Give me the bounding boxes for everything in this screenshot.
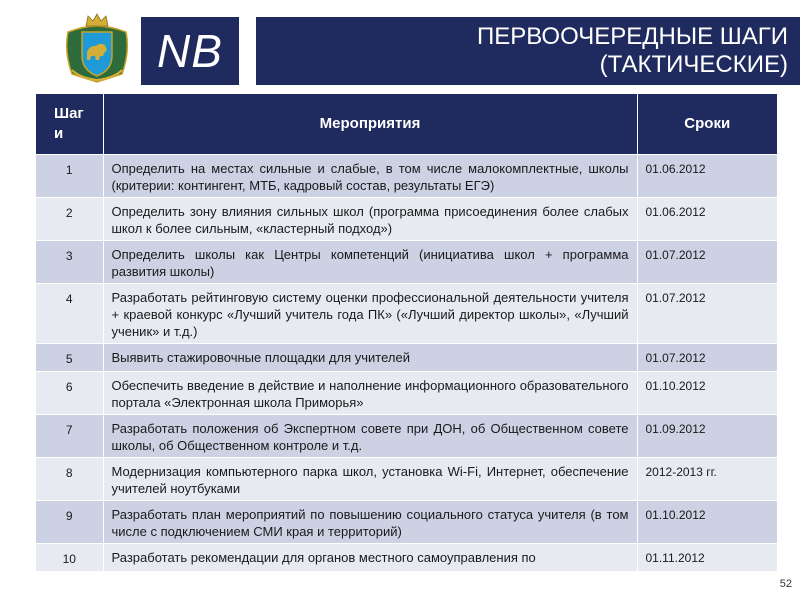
title-banner bbox=[256, 17, 800, 85]
table-header-row bbox=[36, 94, 777, 154]
step-action: Определить зону влияния сильных школ (программа присоединения более слабых школ к более сильным, «кластерный подход») bbox=[103, 197, 637, 240]
steps-table bbox=[36, 94, 777, 571]
table-row bbox=[36, 543, 777, 571]
step-date: 01.07.2012 bbox=[637, 343, 777, 371]
step-date: 01.10.2012 bbox=[637, 371, 777, 414]
step-number: 10 bbox=[36, 543, 103, 571]
page-title-line-2: (ТАКТИЧЕСКИЕ) bbox=[599, 51, 788, 78]
column-header-steps-line-2: и bbox=[54, 124, 64, 142]
step-action: Разработать положения об Экспертном совете при ДОН, об Общественном совете школы, об Общественном контроле и т.д. bbox=[103, 414, 637, 457]
coat-of-arms-logo bbox=[60, 12, 134, 86]
page-title-line-1: ПЕРВООЧЕРЕДНЫЕ ШАГИ bbox=[476, 23, 788, 50]
step-date: 01.06.2012 bbox=[637, 154, 777, 197]
step-action: Определить школы как Центры компетенций (инициатива школ + программа развития школы) bbox=[103, 240, 637, 283]
step-date: 01.06.2012 bbox=[637, 197, 777, 240]
step-number: 8 bbox=[36, 457, 103, 500]
step-action: Обеспечить введение в действие и наполнение информационного образовательного портала «Электронная школа Приморья» bbox=[103, 371, 637, 414]
table-row bbox=[36, 500, 777, 543]
page-number: 52 bbox=[779, 578, 792, 590]
step-action: Определить на местах сильные и слабые, в том числе малокомплектные, школы (критерии: контингент, МТБ, кадровый состав, результаты ЕГЭ) bbox=[103, 154, 637, 197]
nb-logo-text: NB bbox=[157, 25, 223, 77]
step-number: 7 bbox=[36, 414, 103, 457]
step-number: 4 bbox=[36, 283, 103, 343]
step-action: Выявить стажировочные площадки для учителей bbox=[103, 343, 637, 371]
step-action: Модернизация компьютерного парка школ, установка Wi-Fi, Интернет, обеспечение учителей ноутбуками bbox=[103, 457, 637, 500]
column-header-steps-line-1: Шаг bbox=[54, 104, 84, 122]
table-row bbox=[36, 240, 777, 283]
step-action: Разработать план мероприятий по повышению социального статуса учителя (в том числе с подключением СМИ края и территорий) bbox=[103, 500, 637, 543]
step-date: 01.10.2012 bbox=[637, 500, 777, 543]
step-date: 01.09.2012 bbox=[637, 414, 777, 457]
table-row bbox=[36, 343, 777, 371]
table-row bbox=[36, 154, 777, 197]
step-action: Разработать рейтинговую систему оценки профессиональной деятельности учителя + краевой конкурс «Лучший учитель года ПК» («Лучший директор школы», «Лучший ученик» и т.д.) bbox=[103, 283, 637, 343]
step-number: 5 bbox=[36, 343, 103, 371]
column-header-actions: Мероприятия bbox=[103, 94, 637, 154]
table-row bbox=[36, 371, 777, 414]
step-number: 6 bbox=[36, 371, 103, 414]
table-row bbox=[36, 457, 777, 500]
step-number: 1 bbox=[36, 154, 103, 197]
table-row bbox=[36, 283, 777, 343]
step-number: 9 bbox=[36, 500, 103, 543]
table-row bbox=[36, 197, 777, 240]
step-date: 01.11.2012 bbox=[637, 543, 777, 571]
step-date: 2012-2013 гг. bbox=[637, 457, 777, 500]
column-header-steps bbox=[36, 94, 103, 154]
step-action: Разработать рекомендации для органов местного самоуправления по bbox=[103, 543, 637, 571]
step-number: 2 bbox=[36, 197, 103, 240]
step-date: 01.07.2012 bbox=[637, 283, 777, 343]
column-header-dates: Сроки bbox=[637, 94, 777, 154]
nb-logo bbox=[141, 17, 239, 85]
step-date: 01.07.2012 bbox=[637, 240, 777, 283]
table-row bbox=[36, 414, 777, 457]
step-number: 3 bbox=[36, 240, 103, 283]
